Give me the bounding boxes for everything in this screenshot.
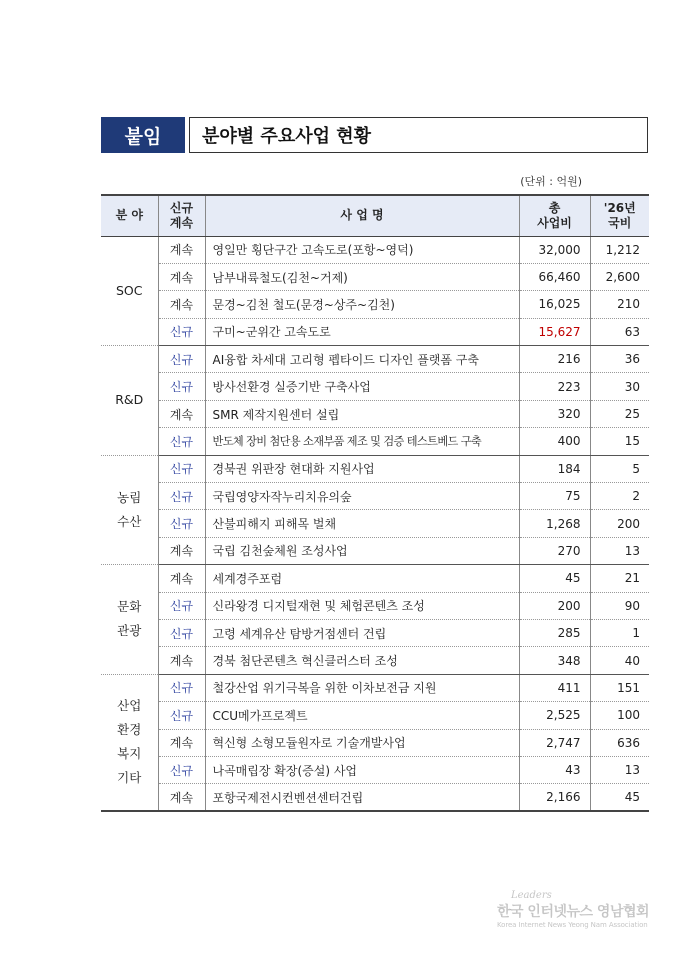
category-culture: 문화 관광 [101, 565, 158, 675]
national-budget: 200 [590, 510, 649, 537]
category-agri: 농림 수산 [101, 455, 158, 565]
project-name: 영일만 횡단구간 고속도로(포항~영덕) [205, 236, 519, 263]
project-name: 혁신형 소형모듈원자로 기술개발사업 [205, 729, 519, 756]
attachment-badge: 붙임 [101, 117, 185, 153]
table-row [101, 400, 649, 427]
project-name: 반도체 장비 첨단용 소재부품 제조 및 검증 테스트베드 구축 [205, 428, 519, 455]
national-budget: 5 [590, 455, 649, 482]
national-budget: 13 [590, 756, 649, 783]
national-budget: 13 [590, 537, 649, 564]
project-name: 산불피해지 피해목 벌채 [205, 510, 519, 537]
table-row [101, 619, 649, 646]
national-budget: 45 [590, 784, 649, 811]
watermark [497, 890, 672, 929]
project-name: 남부내륙철도(김천~거제) [205, 263, 519, 290]
status-cell: 신규 [158, 483, 205, 510]
national-budget: 2,600 [590, 263, 649, 290]
national-budget: 30 [590, 373, 649, 400]
total-cost: 411 [519, 674, 590, 701]
table-row [101, 756, 649, 783]
national-budget: 2 [590, 483, 649, 510]
status-cell: 신규 [158, 428, 205, 455]
table-row [101, 510, 649, 537]
page-title [189, 117, 648, 153]
header-total: 총 사업비 [519, 195, 590, 236]
table-row [101, 318, 649, 345]
national-budget: 1 [590, 619, 649, 646]
project-name: 방사선환경 실증기반 구축사업 [205, 373, 519, 400]
national-budget: 40 [590, 647, 649, 674]
table-row [101, 236, 649, 263]
total-cost: 43 [519, 756, 590, 783]
project-name: 구미~군위간 고속도로 [205, 318, 519, 345]
table-row [101, 592, 649, 619]
status-cell: 계속 [158, 537, 205, 564]
watermark-main: 한국 인터넷뉴스 영남협회 [497, 904, 650, 920]
national-budget: 63 [590, 318, 649, 345]
table-row [101, 483, 649, 510]
project-name: 포항국제전시컨벤션센터건립 [205, 784, 519, 811]
national-budget: 1,212 [590, 236, 649, 263]
project-name: 세계경주포럼 [205, 565, 519, 592]
project-name: 고령 세계유산 탐방거점센터 건립 [205, 619, 519, 646]
total-cost: 184 [519, 455, 590, 482]
national-budget: 100 [590, 702, 649, 729]
project-name: 국립영양자작누리치유의숲 [205, 483, 519, 510]
status-cell: 신규 [158, 346, 205, 373]
total-cost: 45 [519, 565, 590, 592]
category-industry: 산업 환경 복지 기타 [101, 674, 158, 811]
status-cell: 신규 [158, 318, 205, 345]
header-project: 사 업 명 [205, 195, 519, 236]
project-name: 경북권 위판장 현대화 지원사업 [205, 455, 519, 482]
national-budget: 25 [590, 400, 649, 427]
status-cell: 계속 [158, 647, 205, 674]
total-cost: 66,460 [519, 263, 590, 290]
table-row [101, 428, 649, 455]
header-national: '26년 국비 [590, 195, 649, 236]
table-row [101, 455, 649, 482]
project-name: SMR 제작지원센터 설립 [205, 400, 519, 427]
total-cost: 270 [519, 537, 590, 564]
project-name: CCU메가프로젝트 [205, 702, 519, 729]
total-cost: 2,525 [519, 702, 590, 729]
status-cell: 신규 [158, 373, 205, 400]
total-cost: 1,268 [519, 510, 590, 537]
total-cost: 348 [519, 647, 590, 674]
watermark-sub: Korea Internet News Yeong Nam Association [497, 921, 648, 929]
national-budget: 636 [590, 729, 649, 756]
total-cost: 400 [519, 428, 590, 455]
national-budget: 36 [590, 346, 649, 373]
category-soc: SOC [101, 236, 158, 346]
category-rnd: R&D [101, 346, 158, 456]
unit-label: (단위 : 억원) [520, 175, 582, 188]
status-cell: 계속 [158, 236, 205, 263]
table-row [101, 702, 649, 729]
project-name: AI융합 차세대 고리형 펩타이드 디자인 플랫폼 구축 [205, 346, 519, 373]
project-name: 국립 김천숲체원 조성사업 [205, 537, 519, 564]
table-row [101, 729, 649, 756]
header-category: 분 야 [101, 195, 158, 236]
status-cell: 신규 [158, 674, 205, 701]
national-budget: 21 [590, 565, 649, 592]
table-row [101, 346, 649, 373]
national-budget: 151 [590, 674, 649, 701]
watermark-script: Leaders [511, 890, 552, 901]
total-cost: 75 [519, 483, 590, 510]
status-cell: 계속 [158, 784, 205, 811]
total-cost: 2,166 [519, 784, 590, 811]
status-cell: 신규 [158, 619, 205, 646]
total-cost: 15,627 [519, 318, 590, 345]
national-budget: 15 [590, 428, 649, 455]
status-cell: 신규 [158, 592, 205, 619]
status-cell: 계속 [158, 729, 205, 756]
status-cell: 계속 [158, 263, 205, 290]
project-name: 신라왕경 디지털재현 및 체험콘텐츠 조성 [205, 592, 519, 619]
project-table [101, 194, 649, 812]
project-name: 경북 첨단콘텐츠 혁신클러스터 조성 [205, 647, 519, 674]
table-row [101, 537, 649, 564]
page-title-text: 분야별 주요사업 현황 [202, 126, 372, 147]
table-row [101, 263, 649, 290]
total-cost: 2,747 [519, 729, 590, 756]
status-cell: 신규 [158, 455, 205, 482]
total-cost: 223 [519, 373, 590, 400]
total-cost: 32,000 [519, 236, 590, 263]
total-cost: 200 [519, 592, 590, 619]
header-status: 신규 계속 [158, 195, 205, 236]
status-cell: 신규 [158, 702, 205, 729]
table-row [101, 647, 649, 674]
total-cost: 285 [519, 619, 590, 646]
project-name: 문경~김천 철도(문경~상주~김천) [205, 291, 519, 318]
project-name: 철강산업 위기극복을 위한 이차보전금 지원 [205, 674, 519, 701]
project-name: 나곡매립장 확장(증설) 사업 [205, 756, 519, 783]
national-budget: 90 [590, 592, 649, 619]
table-row [101, 784, 649, 811]
table-row [101, 674, 649, 701]
total-cost: 320 [519, 400, 590, 427]
status-cell: 신규 [158, 510, 205, 537]
national-budget: 210 [590, 291, 649, 318]
table-row [101, 565, 649, 592]
table-row [101, 291, 649, 318]
table-row [101, 373, 649, 400]
status-cell: 계속 [158, 565, 205, 592]
total-cost: 16,025 [519, 291, 590, 318]
total-cost: 216 [519, 346, 590, 373]
table-header-row [101, 195, 649, 236]
status-cell: 신규 [158, 756, 205, 783]
status-cell: 계속 [158, 400, 205, 427]
status-cell: 계속 [158, 291, 205, 318]
